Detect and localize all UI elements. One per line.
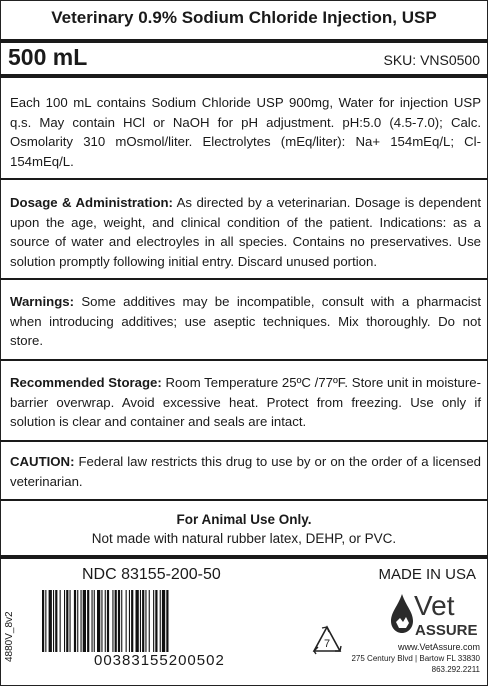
barcode-bar	[107, 590, 109, 652]
title-divider	[0, 39, 488, 43]
logo-assure: ASSURE	[415, 622, 478, 639]
storage-heading: Recommended Storage:	[10, 375, 162, 390]
storage-section	[10, 373, 481, 432]
recycle-number: 7	[323, 638, 331, 650]
barcode-bar	[53, 590, 54, 652]
latex-notice: Not made with natural rubber latex, DEHP, or PVC.	[91, 531, 397, 546]
barcode-bar	[145, 590, 146, 652]
upc-number: 00383155200502	[94, 652, 225, 669]
address: 275 Century Blvd | Bartow FL 33830	[351, 654, 480, 663]
barcode-bar	[55, 590, 57, 652]
caution-text: Federal law restricts this drug to use by or on the order of a licensed veterinarian.	[10, 454, 481, 489]
barcode-bar	[142, 590, 144, 652]
barcode-bar	[66, 590, 68, 652]
barcode-bar	[105, 590, 106, 652]
barcode	[40, 590, 276, 652]
warnings-heading: Warnings:	[10, 294, 74, 309]
barcode-bar	[101, 590, 102, 652]
barcode-bar	[149, 590, 150, 652]
barcode-bar	[155, 590, 157, 652]
phone: 863.292.2211	[431, 665, 480, 674]
warnings-section	[10, 292, 481, 351]
barcode-bar	[115, 590, 117, 652]
ndc-number: NDC 83155-200-50	[82, 566, 221, 583]
website: www.VetAssure.com	[397, 642, 480, 652]
barcode-bar	[112, 590, 113, 652]
storage-text: Room Temperature 25ºC /77ºF. Store unit in moisture-barrier overwrap. Avoid excessive heat. Protect from freezing. Use only if solution is clear and container and seals are intact.	[10, 375, 481, 429]
barcode-bar	[126, 590, 127, 652]
caution-section	[10, 452, 481, 491]
barcode-bar	[42, 590, 44, 652]
divider	[0, 278, 488, 280]
made-in-usa: MADE IN USA	[378, 566, 476, 583]
barcode-bar	[121, 590, 122, 652]
barcode-bar	[94, 590, 95, 652]
barcode-bar	[60, 590, 61, 652]
barcode-bar	[166, 590, 168, 652]
barcode-bar	[74, 590, 76, 652]
dosage-text: As directed by a veterinarian. Dosage is dependent upon the age, weight, and clinical condition of the patient. Indications: as a source of water and electroyles in all species. Contains no preservatives. Use solution promptly following initial entry. Discard unused portion.	[10, 195, 482, 269]
barcode-bar	[153, 590, 154, 652]
divider	[0, 499, 488, 501]
water-drop-icon	[388, 592, 416, 634]
barcode-bar	[49, 590, 52, 652]
logo-vet: Vet	[414, 590, 455, 621]
barcode-bar	[140, 590, 141, 652]
barcode-bar	[131, 590, 133, 652]
dosage-section	[10, 193, 481, 271]
sku: SKU: VNS0500	[383, 52, 480, 68]
warnings-text: Some additives may be incompatible, consult with a pharmacist when introducing additives; use aseptic techniques. Mix thoroughly. Do not store.	[10, 294, 481, 348]
barcode-bar	[160, 590, 161, 652]
barcode-bar	[83, 590, 86, 652]
divider	[0, 440, 488, 442]
barcode-bar	[77, 590, 78, 652]
barcode-bar	[87, 590, 89, 652]
composition-text: Each 100 mL contains Sodium Chloride USP 900mg, Water for injection USP q.s. May contain HCl or NaOH for pH adjustment. pH:5.0 (4.5-7.0); Calc. Osmolarity 310 mOsmol/liter. Electrolytes (mEq/liter): Na+ 154mEq/L; Cl- 154mEq/L.	[10, 95, 481, 169]
barcode-bar	[136, 590, 139, 652]
recycle-icon	[310, 624, 344, 656]
label-code: 4880V_8v2	[4, 611, 15, 662]
divider	[0, 359, 488, 361]
divider	[0, 178, 488, 180]
barcode-bar	[64, 590, 65, 652]
footer-divider	[0, 555, 488, 559]
product-title: Veterinary 0.9% Sodium Chloride Injection, USP	[51, 8, 437, 27]
caution-heading: CAUTION:	[10, 454, 75, 469]
animal-use-notice: For Animal Use Only.	[176, 512, 312, 527]
barcode-bar	[162, 590, 165, 652]
barcode-bar	[70, 590, 71, 652]
barcode-bar	[129, 590, 130, 652]
barcode-bar	[92, 590, 93, 652]
barcode-bar	[118, 590, 120, 652]
barcode-bar	[97, 590, 100, 652]
barcode-bar	[81, 590, 82, 652]
volume-divider	[0, 74, 488, 78]
volume: 500 mL	[8, 44, 88, 70]
dosage-heading: Dosage & Administration:	[10, 195, 173, 210]
barcode-bar	[45, 590, 46, 652]
